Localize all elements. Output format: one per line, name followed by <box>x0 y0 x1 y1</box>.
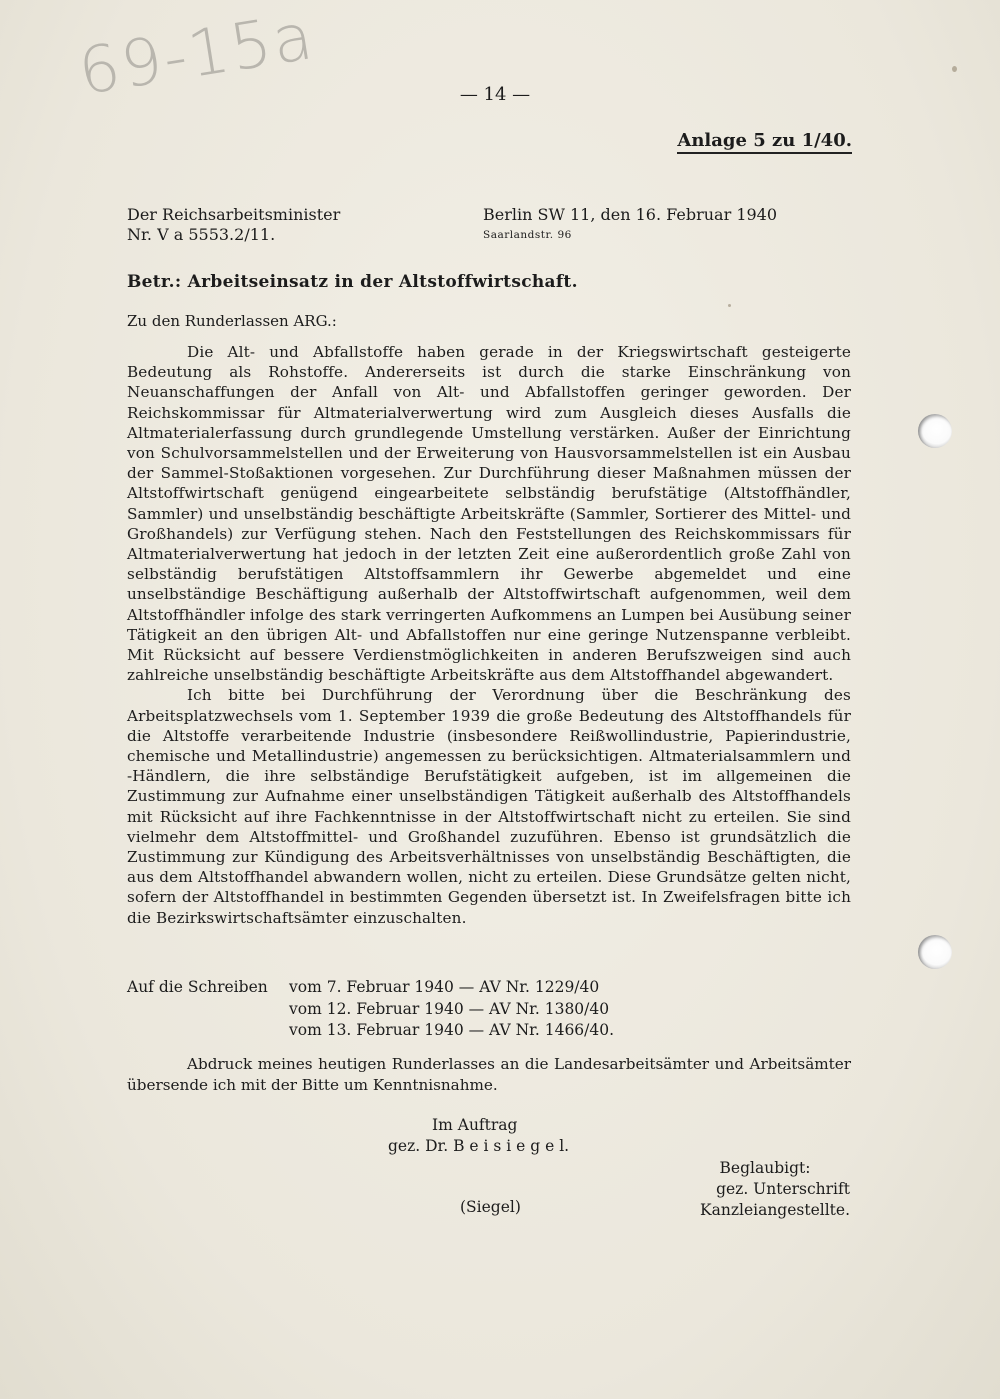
letter-reference-lead <box>127 1020 289 1042</box>
certification-signature: gez. Unterschrift <box>716 1180 850 1198</box>
signature-block <box>388 1115 648 1157</box>
letter-reference-text: vom 13. Februar 1940 — AV Nr. 1466/40. <box>289 1021 615 1039</box>
letter-reference-text: vom 7. Februar 1940 — AV Nr. 1229/40 <box>289 978 600 996</box>
copy-note <box>127 1054 851 1096</box>
letter-reference-text: vom 12. Februar 1940 — AV Nr. 1380/40 <box>289 999 610 1018</box>
seal-note: (Siegel) <box>460 1198 521 1216</box>
annex-reference: Anlage 5 zu 1/40. <box>677 130 852 151</box>
archive-pencil-note: 69-15a <box>73 0 320 111</box>
sender-file-number: Nr. V a 5553.2/11. <box>127 225 276 244</box>
place-date-block <box>483 205 777 245</box>
page-number: — 14 — <box>459 84 531 105</box>
letter-reference-row <box>127 1020 709 1042</box>
paper-stain <box>728 304 731 307</box>
paper-stain <box>952 66 957 72</box>
letter-reference-row <box>127 977 709 999</box>
letter-body <box>127 342 851 928</box>
certification-role: Kanzleiangestellte. <box>700 1201 850 1219</box>
sender-title: Der Reichsarbeitsminister <box>127 205 341 224</box>
letter-reference-row <box>127 999 709 1021</box>
body-paragraph: Die Alt- und Abfallstoffe haben gerade in der Kriegswirtschaft gesteigerte Bedeutung als Rohstoffe. Andererseits ist durch die starke Einschränkung von Neuanschaffungen der Anfall von Alt- und Abfallstoffen geringer geworden. Der Reichskommissar für Altmaterialverwertung wird zum Ausgleich dieses Ausfalls die Altmaterialerfassung durch grundlegende Umstellung verstärken. Außer der Einrichtung von Schulvorsammelstellen und der Erweiterung von Hausvorsammelstellen ist ein Ausbau der Sammel-Stoßaktionen vorgesehen. Zur Durchführung dieser Maßnahmen müssen der Altstoffwirtschaft genügend eingearbeitete selbständig berufstätige (Altstoffhändler, Sammler) und unselbständig beschäftigte Arbeitskräfte (Sammler, Sortierer des Mittel- und Großhandels) zur Verfügung stehen. Nach den Feststellungen des Reichskommissars für Altmaterialverwertung hat jedoch in der letzten Zeit eine außerordentlich große Zahl von selbständig berufstätigen Altstoffsammlern ihr Gewerbe abgemeldet und eine unselbständige Beschäftigung außerhalb der Altstoffwirtschaft aufgenommen, weil dem Altstoffhändler infolge des stark verringerten Aufkommens an Lumpen bei Ausübung seiner Tätigkeit an den übrigen Alt- und Abfallstoffen nur eine geringe Nutzenspanne verbleibt. Mit Rücksicht auf bessere Verdienstmöglichkeiten in anderen Berufszweigen sind auch zahlreiche unselbständig beschäftigte Arbeitskräfte aus dem Altstoffhandel abgewandert. <box>127 343 851 685</box>
letter-reference-lead: Auf die Schreiben <box>127 978 268 996</box>
copy-note-text: Abdruck meines heutigen Runderlasses an die Landesarbeitsämter und Arbeitsämter übersende ich mit der Bitte um Kenntnisnahme. <box>127 1055 851 1094</box>
certification-label: Beglaubigt: <box>719 1159 811 1177</box>
punch-hole-icon <box>918 935 952 969</box>
signature-by-order: Im Auftrag <box>432 1116 518 1134</box>
sender-block <box>127 205 340 245</box>
circulars-reference: Zu den Runderlassen ARG.: <box>127 312 337 330</box>
place-and-date: Berlin SW 11, den 16. Februar 1940 <box>483 205 778 224</box>
letter-reference-lead <box>127 999 289 1021</box>
punch-hole-icon <box>918 414 952 448</box>
certification-block <box>680 1158 850 1221</box>
subject-line: Betr.: Arbeitseinsatz in der Altstoffwirtschaft. <box>127 272 578 292</box>
body-paragraph: Ich bitte bei Durchführung der Verordnung über die Beschränkung des Arbeitsplatzwechsels vom 1. September 1939 die große Bedeutung des Altstoffhandels für die Altstoffe verarbeitende Industrie (insbesondere Reißwollindustrie, Papierindustrie, chemische und Metallindustrie) angemessen zu berücksichtigen. Altmaterialsammlern und -Händlern, die ihre selbständige Berufstätigkeit aufgeben, ist im allgemeinen die Zustimmung zur Aufnahme einer unselbständigen Tätigkeit außerhalb des Altstoffhandels mit Rücksicht auf ihre Fachkenntnisse in der Altstoffwirtschaft nicht zu erteilen. Sie sind vielmehr dem Altstoffmittel- und Großhandel zuzuführen. Ebenso ist grundsätzlich die Zustimmung zur Kündigung des Arbeitsverhältnisses von unselbständig Beschäftigten, die aus dem Altstoffhandel abwandern wollen, nicht zu erteilen. Diese Grundsätze gelten nicht, sofern der Altstoffhandel in bestimmten Gegenden übersetzt ist. In Zweifelsfragen bitte ich die Bezirkswirtschaftsämter einzuschalten. <box>127 686 851 927</box>
street-address: Saarlandstr. 96 <box>483 229 572 241</box>
referenced-letters <box>127 977 709 1042</box>
signature-name: gez. Dr. B e i s i e g e l. <box>388 1137 570 1155</box>
